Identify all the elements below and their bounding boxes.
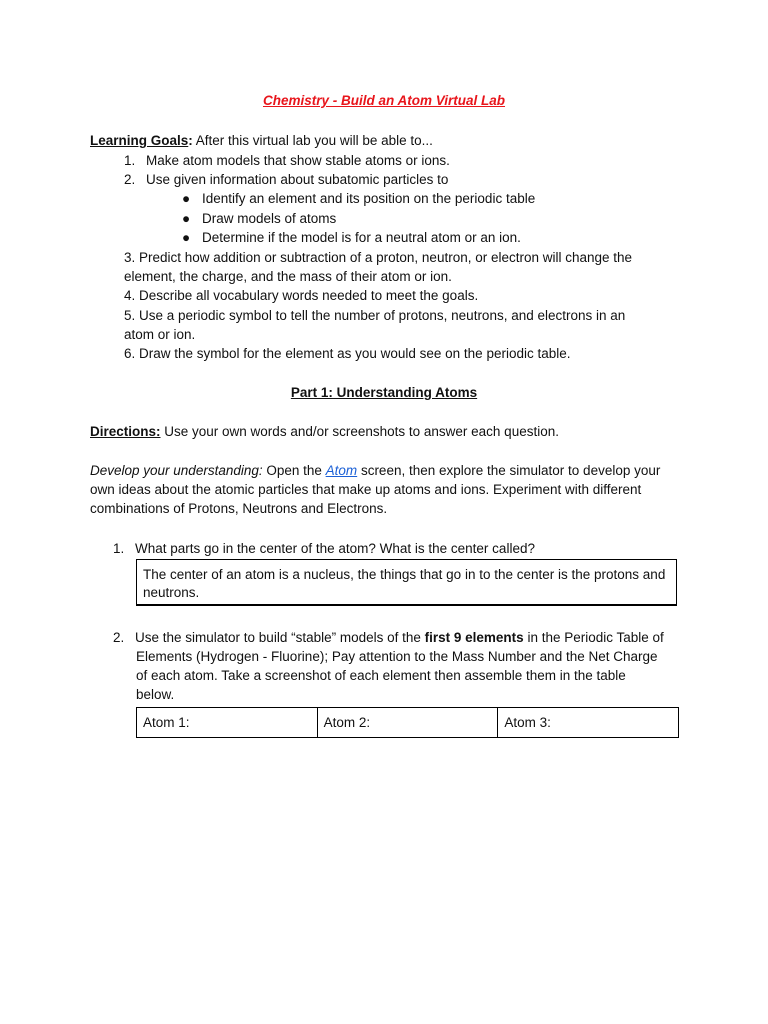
question-number: 2. (113, 630, 125, 645)
develop-lead: Develop your understanding: (90, 463, 263, 478)
bullet-text: Draw models of atoms (202, 211, 337, 226)
goal-bullet-3 (182, 228, 521, 247)
directions-line (90, 422, 559, 441)
directions-label: Directions: (90, 424, 161, 439)
question-text: Use the simulator to build “stable” models of the (135, 630, 425, 645)
learning-goals-line (90, 131, 433, 150)
learning-goals-label: Learning Goals (90, 133, 189, 148)
question-emphasis: first 9 elements (424, 630, 524, 645)
goal-text: Make atom models that show stable atoms or ions. (146, 153, 450, 168)
atoms-table (136, 707, 679, 738)
bullet-text: Determine if the model is for a neutral atom or an ion. (202, 230, 521, 245)
develop-line-1 (90, 461, 660, 480)
goal-number: 1. (124, 153, 136, 168)
goal-text: Use given information about subatomic particles to (146, 172, 449, 187)
atom-2-cell[interactable]: Atom 2: (317, 708, 498, 738)
directions-text: Use your own words and/or screenshots to answer each question. (160, 424, 559, 439)
answer-box-1[interactable]: The center of an atom is a nucleus, the things that go in to the center is the protons and neutrons. (136, 559, 677, 606)
learning-goals-colon: : (188, 133, 193, 148)
atom-link[interactable]: Atom (325, 463, 358, 478)
atom-1-cell[interactable]: Atom 1: (137, 708, 318, 738)
table-row (137, 708, 679, 738)
goal-item-6: 6. Draw the symbol for the element as you would see on the periodic table. (124, 346, 571, 361)
bullet-text: Identify an element and its position on the periodic table (202, 191, 536, 206)
learning-goals-intro: After this virtual lab you will be able to... (192, 133, 433, 148)
question-2-line-1 (113, 628, 664, 647)
question-number: 1. (113, 541, 125, 556)
question-text: in the Periodic Table of (523, 630, 664, 645)
goal-bullet-1 (182, 189, 535, 208)
goal-item-5a: 5. Use a periodic symbol to tell the number of protons, neutrons, and electrons in an (124, 308, 626, 323)
part1-heading: Part 1: Understanding Atoms (290, 385, 478, 400)
goal-item-3a: 3. Predict how addition or subtraction of a proton, neutron, or electron will change the (124, 250, 633, 265)
goal-item-1 (124, 151, 450, 170)
goal-item-4: 4. Describe all vocabulary words needed to meet the goals. (124, 288, 479, 303)
develop-line-2: own ideas about the atomic particles that make up atoms and ions. Experiment with different (90, 482, 642, 497)
question-2-line-2: Elements (Hydrogen - Fluorine); Pay attention to the Mass Number and the Net Charge (136, 649, 658, 664)
goal-number: 2. (124, 172, 136, 187)
bullet-icon: ● (182, 230, 191, 245)
bullet-icon: ● (182, 211, 191, 226)
question-1 (113, 539, 535, 558)
goal-item-5b: atom or ion. (124, 327, 196, 342)
goal-item-2 (124, 170, 448, 189)
goal-item-3b: element, the charge, and the mass of their atom or ion. (124, 269, 452, 284)
document-title: Chemistry - Build an Atom Virtual Lab (262, 93, 506, 108)
develop-line-3: combinations of Protons, Neutrons and Electrons. (90, 501, 388, 516)
develop-text: screen, then explore the simulator to develop your (357, 463, 661, 478)
question-2-line-3: of each atom. Take a screenshot of each element then assemble them in the table (136, 668, 626, 683)
bullet-icon: ● (182, 191, 191, 206)
question-2-line-4: below. (136, 687, 175, 702)
atom-3-cell[interactable]: Atom 3: (498, 708, 679, 738)
question-text: What parts go in the center of the atom? What is the center called? (135, 541, 535, 556)
develop-text: Open the (262, 463, 326, 478)
goal-bullet-2 (182, 209, 336, 228)
